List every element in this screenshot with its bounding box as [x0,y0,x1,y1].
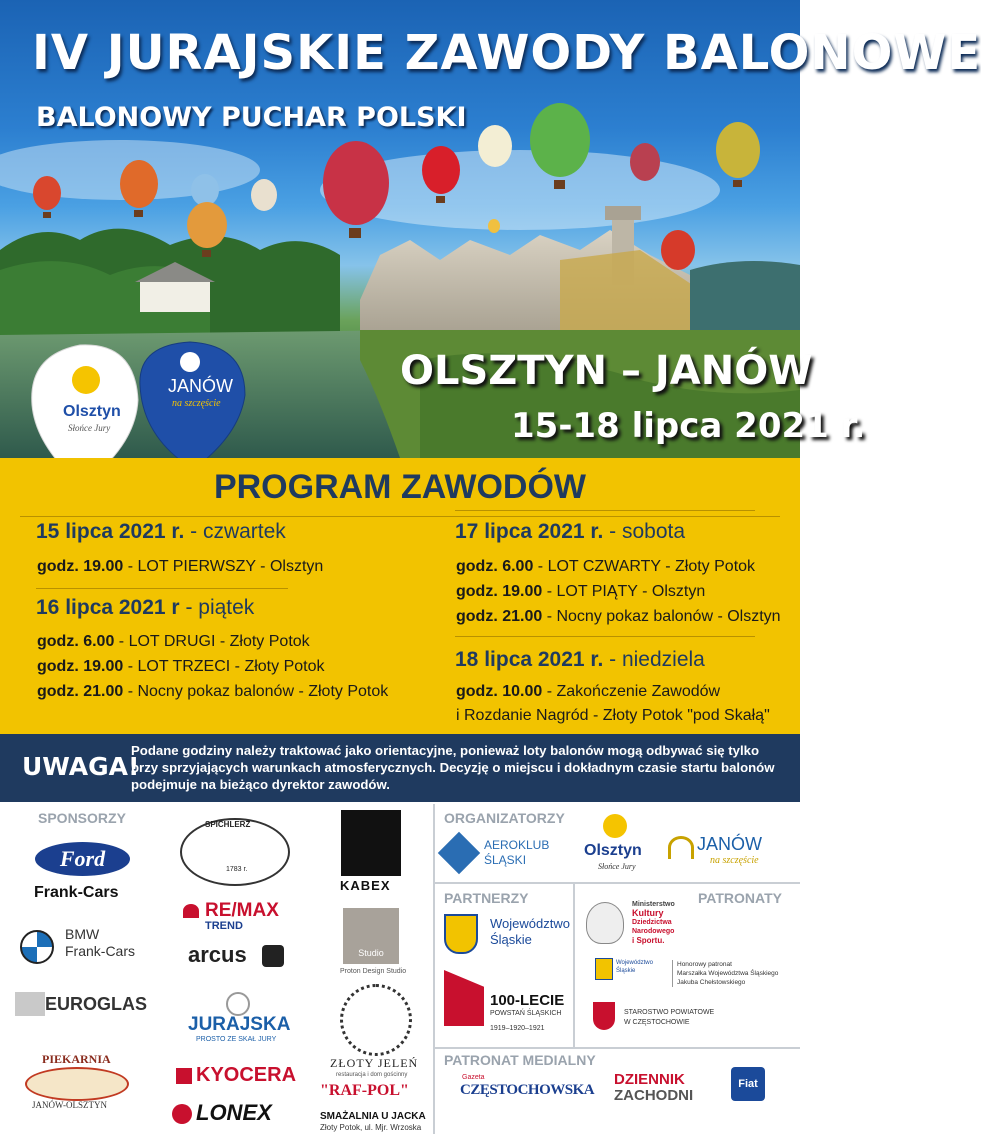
partners-heading: PARTNERZY [444,890,529,906]
schedule-item: godz. 6.00 - LOT DRUGI - Złoty Potok [37,633,310,650]
day-heading: 18 lipca 2021 r. - niedziela [455,648,705,671]
aeroklub-icon [438,832,480,874]
spichlerz-year: 1783 r. [226,866,248,873]
kabex-mark-icon [341,810,401,876]
dziennik-logo: DZIENNIK ZACHODNI [614,1071,694,1104]
schedule-item: i Rozdanie Nagród - Złoty Potok "pod Skałą" [456,707,770,724]
event-location: OLSZTYN – JANÓW [400,348,813,394]
divider [36,588,288,589]
zloty-jelen-deer-icon [340,984,412,1056]
remax-sub: TREND [205,920,243,932]
janow-logo: JANÓW [697,834,762,854]
ministry-logo: Ministerstwo Kultury Dziedzictwa Narodowego i Sportu. [632,901,675,945]
smazalnia-sub: Złoty Potok, ul. Mjr. Wrzoska [320,1123,422,1132]
day-heading: 16 lipca 2021 r - piątek [36,596,255,619]
piekarnia-label: PIEKARNIA [42,1052,111,1066]
piekarnia-logo-icon [25,1067,129,1101]
lonex-mark-icon [172,1104,192,1124]
lonex-logo: LONEX [196,1100,272,1125]
sponsors-heading: SPONSORZY [38,810,126,826]
zloty-jelen-sub: restauracja i dom gościnny [336,1072,408,1078]
olsztyn-sun-icon [603,814,627,838]
schedule-item: godz. 19.00 - LOT PIĄTY - Olsztyn [456,583,706,600]
janow-logo-sub: na szczęście [710,855,759,866]
event-title: IV JURAJSKIE ZAWODY BALONOWE [32,25,981,81]
divider [573,882,575,1047]
pds-mark-icon: Studio [343,908,399,964]
powstania-icon [444,970,484,1026]
gazeta-small: Gazeta [462,1074,485,1081]
schedule-item: godz. 6.00 - LOT CZWARTY - Złoty Potok [456,558,756,575]
lecie-years: 1919–1920–1921 [490,1025,545,1032]
frank-cars-label: Frank-Cars [34,884,119,901]
schedule-item: godz. 21.00 - Nocny pokaz balonów - Olsztyn [456,608,781,625]
notice-text: Podane godziny należy traktować jako orientacyjne, ponieważ loty balonów mogą odbywać się tylko przy sprzyjających warunkach atmosferycznych. Decyzję o miejscu i dokładnym czasie startu balonów podejmuje na bieżąco dyrektor zawodów. [131,743,775,792]
bmw-frank-cars-label: BMW Frank-Cars [65,926,136,959]
pds-logo: Proton Design Studio [340,968,407,975]
day-heading: 17 lipca 2021 r. - sobota [455,520,686,543]
fiat-logo: Fiat [731,1067,765,1101]
arcus-mark-icon [262,945,284,967]
kabex-logo: KABEX [340,878,391,893]
slaskie-logo: Województwo Śląskie [490,916,570,947]
slaskie-crest-icon [444,914,478,954]
divider [455,636,755,637]
olsztyn-balloon-label: Olsztyn [63,403,121,420]
olsztyn-logo-sub: Słońce Jury [598,862,636,871]
remax-balloon-icon [183,904,199,918]
slaskie-small-logo: Województwo Śląskie [616,960,653,974]
program-title: PROGRAM ZAWODÓW [0,468,800,507]
kyocera-logo: KYOCERA [196,1064,297,1086]
starostwo-crest-icon [593,1002,615,1030]
starostwo-logo: STAROSTWO POWIATOWE W CZĘSTOCHOWIE [624,1009,715,1026]
piekarnia-sub: JANÓW-OLSZTYN [32,1100,107,1110]
organizers-heading: ORGANIZATORZY [444,810,565,826]
lecie-logo: 100-LECIE [490,992,565,1009]
slaskie-small-crest-icon [595,958,613,980]
hero-banner [0,0,981,458]
jurajska-logo: JURAJSKA [188,1014,291,1035]
zloty-jelen-logo: ZŁOTY JELEŃ [330,1056,419,1070]
day-heading: 15 lipca 2021 r. - czwartek [36,520,286,543]
eagle-emblem-icon [586,902,624,944]
divider [433,882,800,884]
euroglas-icon [15,992,45,1016]
schedule-item: godz. 21.00 - Nocny pokaz balonów - Złoty Potok [37,683,389,700]
euroglas-logo: EUROGLAS [45,994,148,1014]
jurajska-sub: PROSTO ZE SKAŁ JURY [196,1036,277,1043]
remax-logo: RE/MAX [205,900,279,921]
janow-balloon-sub: na szczęście [172,398,221,409]
notice-banner [0,734,800,802]
event-dates: 15-18 lipca 2021 r. [511,406,866,446]
honorary-patronage: Honorowy patronat Marszałka Województwa Śląskiego Jakuba Chełstowskiego [672,960,778,987]
jurajska-drop-icon [226,992,250,1016]
kyocera-mark-icon [176,1068,192,1084]
patrons-heading: PATRONATY [698,890,782,906]
schedule-item: godz. 10.00 - Zakończenie Zawodów [456,683,721,700]
janow-balloon-label: JANÓW [168,376,233,396]
spichlerz-label: SPICHLERZ [205,820,251,829]
ford-logo: Ford [35,842,130,876]
notice-label: UWAGA! [22,752,140,781]
media-heading: PATRONAT MEDIALNY [444,1052,596,1068]
rafpol-logo: "RAF-POL" [320,1082,409,1099]
event-subtitle: BALONOWY PUCHAR POLSKI [36,102,467,133]
olsztyn-logo: Olsztyn [584,842,642,859]
arcus-logo: arcus [188,942,247,967]
gazeta-logo: CZĘSTOCHOWSKA [460,1082,595,1098]
partners-section [0,802,800,1137]
program-section [0,458,800,734]
aeroklub-logo: AEROKLUB ŚLĄSKI [484,838,550,867]
bmw-logo-icon [20,930,54,964]
smazalnia-logo: SMAŻALNIA U JACKA [320,1111,426,1122]
lecie-sub: POWSTAŃ ŚLĄSKICH [490,1010,562,1017]
schedule-item: godz. 19.00 - LOT PIERWSZY - Olsztyn [37,558,324,575]
horseshoe-icon [668,836,694,859]
divider [455,510,755,511]
divider [433,804,435,1134]
schedule-item: godz. 19.00 - LOT TRZECI - Złoty Potok [37,658,325,675]
divider [433,1047,800,1049]
olsztyn-balloon-sub: Słońce Jury [68,423,111,433]
